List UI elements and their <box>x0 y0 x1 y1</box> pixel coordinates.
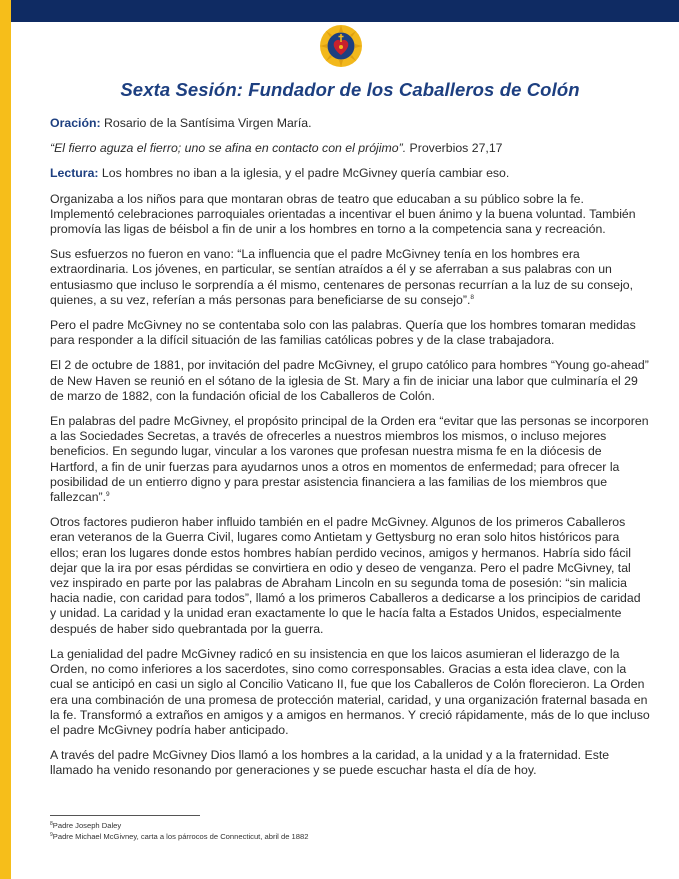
footnote-text: Padre Michael McGivney, carta a los párrocos de Connecticut, abril de 1882 <box>52 832 309 841</box>
footnote-9 <box>50 831 650 842</box>
prayer-line <box>50 116 650 131</box>
footnote-text: Padre Joseph Daley <box>52 821 122 830</box>
page-title: Sexta Sesión: Fundador de los Caballeros de Colón <box>120 79 580 100</box>
session-content <box>50 116 650 789</box>
top-bar <box>0 0 679 22</box>
footnote-8 <box>50 820 650 831</box>
paragraph-3: Pero el padre McGivney no se contentaba solo con las palabras. Quería que los hombres tomaran medidas para responder a la difícil situación de las familias católicas pobres y de la clase trabajadora. <box>50 318 636 348</box>
footnote-number: 9 <box>50 832 53 838</box>
prayer-text: Rosario de la Santísima Virgen María. <box>100 116 312 130</box>
footnote-divider <box>50 815 200 816</box>
prayer-label: Oración: <box>50 116 101 130</box>
footnote-ref-9: 9 <box>106 491 110 499</box>
reading-line <box>50 166 650 181</box>
paragraph-2-text: Sus esfuerzos no fueron en vano: “La influencia que el padre McGivney tenía en los hombres era extraordinaria. Los jóvenes, en particular, se sentían atraídos a él y se aferraban a sus palabras con un entusiasmo que incluso le sorprendía a él mismo, centenares de personas recurrían a la luz de su consejo, quienes, a su vez, referían a más personas para beneficiarse de su consejo”. <box>50 247 634 307</box>
reading-label: Lectura: <box>50 166 99 181</box>
quote-text: “El fierro aguza el fierro; uno se afina en contacto con el prójimo”. <box>50 141 407 156</box>
side-bar <box>0 0 11 879</box>
paragraph-4: El 2 de octubre de 1881, por invitación del padre McGivney, el grupo católico para hombres “Young go-ahead” de New Haven se reunió en el sótano de la iglesia de St. Mary a fin de iniciar una labor que culminaría el 29 de marzo de 1882, con la fundación oficial de los Caballeros de Colón. <box>50 358 649 403</box>
scripture-quote <box>50 141 650 156</box>
paragraph-8: A través del padre McGivney Dios llamó a los hombres a la caridad, a la unidad y a la fraternidad. Este llamado ha venido resonando por generaciones y se puede escuchar hasta el día de hoy. <box>50 748 610 778</box>
quote-reference: Proverbios 27,17 <box>406 141 503 156</box>
paragraph-5-text: En palabras del padre McGivney, el propósito principal de la Orden era “evitar que las personas se incorporen a las Sociedades Secretas, a través de ofrecerles a nuestros miembros los mismos, o incluso mejores beneficios. En segundo lugar, vincular a los varones que profesan nuestra misma fe en la diócesis de Hartford, a fin de unir fuerzas para ayudarnos unos a otros en momentos de enfermedad; para ofrecer la posibilidad de un entierro digno y para prestar asistencia financiera a las familias de los miembros que fallezcan”. <box>50 414 649 505</box>
reading-text: Los hombres no iban a la iglesia, y el padre McGivney quería cambiar eso. <box>98 166 510 181</box>
paragraph-1: Organizaba a los niños para que montaran obras de teatro que educaban a su público sobre la fe. Implementó celebraciones parroquiales orientadas a incentivar el buen ánimo y la buena voluntad. También promovía las ligas de béisbol a fin de unir a los hombres en torno a la competencia sana y recreación. <box>50 191 636 237</box>
footnote-ref-8: 8 <box>470 293 475 301</box>
paragraph-5 <box>50 414 650 505</box>
paragraph-7: La genialidad del padre McGivney radicó en su insistencia en que los laicos asumieran el liderazgo de la Orden, no como inferiores a los sacerdotes, sino como corresponsables. Gracias a esta idea clave, con la cual se anticipó en casi un siglo al Concilio Vaticano II, fue que los Caballeros de Colón florecieron. La Orden era una combinación de una promesa de protección material, caridad, y una organización fraternal basada en la fe. Transformó a extraños en amigos y a amigos en hermanos. Y creció rápidamente, más de lo que incluso el padre McGivney podría haber anticipado. <box>50 646 650 737</box>
footnotes <box>50 815 650 842</box>
footnote-number: 8 <box>50 821 53 827</box>
paragraph-6: Otros factores pudieron haber influido también en el padre McGivney. Algunos de los primeros Caballeros eran veteranos de la Guerra Civil, lugares como Antietam y Gettysburg no eran solo hitos históricos para ellos; eran los lugares donde estos hombres habían perdido vecinos, amigos y hermanos. Habría sido fácil dejar que la ira por esas pérdidas se convirtiera en odio y deseo de venganza. Pero el padre McGivney, tal vez inspirado en parte por las palabras de Abraham Lincoln en su segunda toma de posesión: “sin malicia hacia nadie, con caridad para todos”, llamó a los primeros Caballeros a dedicarse a los principios de caridad y unidad. La caridad y la unidad eran exactamente lo que le hacía falta a Estados Unidos, especialmente después de haber sido quebrantada por la guerra. <box>50 515 641 636</box>
paragraph-2 <box>50 247 650 308</box>
knights-emblem-icon <box>319 24 363 68</box>
